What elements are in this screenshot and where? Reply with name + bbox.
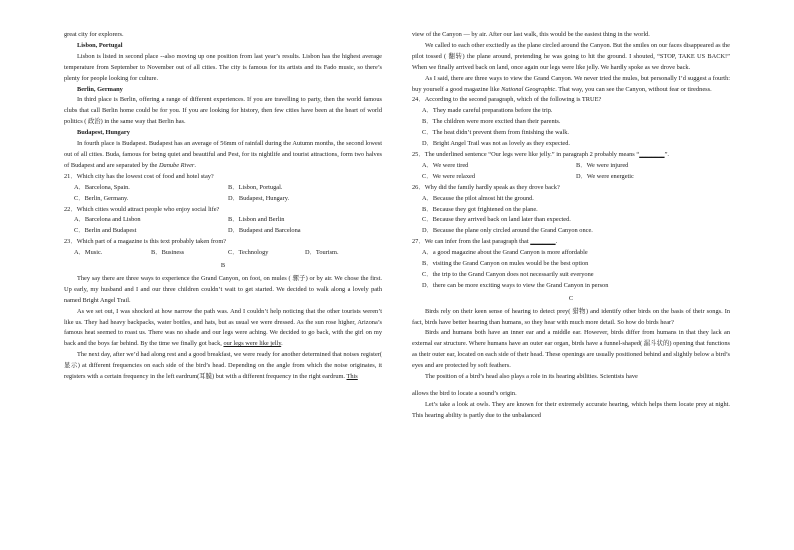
text-run: As I said, there are three ways to view the Grand Canyon. We never tried the mules, but personally I’d suggest a fourth: buy yourself a good magazine like	[412, 74, 730, 93]
magazine-name: National Geographic	[501, 85, 556, 93]
paragraph: They say there are three ways to experience the Grand Canyon, on foot, on mules ( 骡子) or by air. We chose the first. Up early, my husband and I and our three children couldn’t wait to get started. We decided to walk along a lovely path named Bright Angel Trail.	[64, 274, 382, 304]
paragraph: The position of a bird’s head also plays a role in its hearing abilities. Scientists have	[425, 373, 638, 381]
paragraph: great city for explorers.	[64, 31, 124, 38]
text-run: .	[281, 340, 283, 348]
option[interactable]: D．Budapest and Barcelona	[228, 227, 301, 235]
question-26: 26．Why did the family hardly speak as they drove back?	[412, 183, 560, 191]
options-row	[412, 161, 730, 172]
option[interactable]: A．Music.	[74, 249, 103, 257]
options-row	[64, 215, 382, 226]
option[interactable]: B．We were injured	[576, 161, 629, 169]
option[interactable]: A．We were tired	[422, 161, 469, 169]
option[interactable]: D．Bright Angel Trail was not as lovely as they expected.	[422, 140, 570, 148]
underlined-word: This	[346, 373, 358, 381]
left-column	[64, 30, 382, 383]
paragraph: allows the bird to locate a sound’s origin.	[412, 390, 517, 397]
paragraph: Let’s take a look at owls. They are known for their extremely accurate hearing, which helps them locate prey at night. This hearing ability is partly due to the unbalanced	[412, 400, 730, 419]
paragraph	[412, 74, 730, 96]
options-row	[412, 172, 730, 183]
text-run: The next day, after we’d had along rest and a good breakfast, we were ready for another determined that noises register( 显示) at different frequencies on each side of the bird’s head. Depending on the angle from which the noise originates, it registers with a certain frequency in the left eardrum(耳膜) but with a different frequency in the right eardrum.	[64, 351, 382, 381]
option[interactable]: C．The heat didn’t prevent them from finishing the walk.	[422, 129, 569, 137]
question-25	[412, 150, 730, 161]
paragraph: In third place is Berlin, offering a range of different experiences. If you are travelling to party, then the world famous clubs that call Berlin home could be for you. If you are looking for history, then few cities have been at the heart of world politics ( 政治) in the same way that Berlin has.	[64, 96, 382, 126]
paragraph: Birds rely on their keen sense of hearing to detect prey( 猎物) and identify other birds on the basis of their songs. In fact, birds have better hearing than humans, so they hear with much more detail. So how do birds hear?	[412, 307, 730, 326]
text-run: 27．We can infer from the last paragraph that	[412, 238, 531, 246]
option[interactable]: A．a good magazine about the Grand Canyon is more affordable	[422, 249, 588, 257]
option[interactable]: B．Lisbon, Portugal.	[228, 183, 283, 191]
option[interactable]: D．We were energetic	[576, 172, 634, 180]
option[interactable]: A．Barcelona, Spain.	[74, 183, 130, 191]
option[interactable]: D．Tourism.	[305, 249, 339, 257]
paragraph	[64, 139, 382, 172]
paragraph: Birds and humans both have an inner ear and a middle ear. However, birds differ from humans in that they lack an external ear structure. Where humans have an outer ear organ, birds have a funnel-shaped( 漏斗状的) opening that functions as their outer ear, located on each side of their head. These openings are usually positioned behind and slightly below a bird’s eyes and are protected by soft feathers.	[412, 329, 730, 370]
section-heading: Lisbon, Portugal	[77, 41, 123, 49]
section-label-b: B	[220, 262, 226, 270]
question-22: 22．Which cities would attract people who enjoy social life?	[64, 205, 220, 213]
section-heading: Budapest, Hungary	[77, 129, 130, 137]
option[interactable]: D．Because the plane only circled around the Grand Canyon once.	[422, 227, 593, 235]
option[interactable]: A．Because the pilot almost hit the ground.	[422, 194, 534, 202]
paragraph: view of the Canyon — by air. After our last walk, this would be the easiest thing in the world.	[412, 31, 650, 38]
underlined-sentence: our legs were like jelly	[223, 340, 282, 348]
text-run: .	[555, 238, 558, 246]
option[interactable]: B．Lisbon and Berlin	[228, 216, 285, 224]
paragraph	[64, 350, 382, 383]
paragraph: Lisbon is listed in second place --also moving up one position from last year’s results. Lisbon has the highest average temperature from September to November out of all cities. The city is famous for its artists and its Fado music, so there’s plenty for people looking for culture.	[64, 52, 382, 82]
options-row	[64, 226, 382, 237]
text-run: . That way, you can see the Canyon, without fear or tiredness.	[555, 85, 712, 93]
text-run: 25．The underlined sentence “Our legs were like jelly.” in paragraph 2 probably means “	[412, 150, 640, 158]
option[interactable]: B．The children were more excited than their parents.	[422, 118, 561, 126]
question-24: 24．According to the second paragraph, which of the following is TRUE?	[412, 96, 602, 104]
paragraph: We called to each other excitedly as the plane circled around the Canyon. But the smiles on our faces disappeared as the pilot tossed ( 翻转) the plane around, pretending he was going to hit the ground. I shouted, “STOP, TAKE US BACK!” When we finally arrived back on land, once again our legs were like jelly. We hardly spoke as we drove back.	[412, 41, 730, 71]
paragraph	[64, 307, 382, 351]
options-row	[64, 194, 382, 205]
section-label-c: C	[568, 294, 574, 302]
text-run: In fourth place is Budapest. Budapest has an average of 56mm of rainfall during the Autumn months, the second lowest out of all cities. Buda, famous for being quiet and beautiful and Pest, for its nightlife and tourist attractions, form two halves of Budapest and are separated by the	[64, 140, 382, 169]
question-27	[412, 237, 730, 248]
right-column	[412, 30, 730, 422]
text-run: As we set out, I was shocked at how narrow the path was. And I couldn’t help noticing that the other tourists weren’t like us. They had heavy backpacks, water bottles, and hats, but as usual we were dressed. As the sun rose higher, Arizona’s famous heat seemed to roast us. There was no shade and our legs were aching. We decided to go back, with the girl on my back and the boys far behind. By the time we finally got back,	[64, 307, 382, 348]
question-23: 23．Which part of a magazine is this text probably taken from?	[64, 238, 227, 246]
option[interactable]: B．visiting the Grand Canyon on mules would be the best option	[422, 260, 589, 268]
option[interactable]: C．the trip to the Grand Canyon does not necessarily suit everyone	[422, 270, 594, 278]
section-heading: Berlin, Germany	[77, 85, 123, 93]
text-run: .	[194, 161, 196, 169]
options-row	[64, 183, 382, 194]
answer-blank: ________	[639, 150, 665, 158]
option[interactable]: C．We were relaxed	[422, 172, 476, 180]
question-21: 21．Which city has the lowest cost of food and hotel stay?	[64, 172, 214, 180]
option[interactable]: C．Berlin and Budapest	[74, 227, 137, 235]
option[interactable]: A．Barcelona and Lisbon	[74, 216, 141, 224]
options-row	[64, 248, 382, 259]
option[interactable]: D．there can be more exciting ways to view the Grand Canyon in person	[422, 281, 609, 289]
option[interactable]: D．Budapest, Hungary.	[228, 194, 290, 202]
answer-blank: ________	[530, 238, 556, 246]
text-run: ”.	[664, 150, 669, 158]
option[interactable]: C．Technology	[228, 249, 269, 257]
option[interactable]: A．They made careful preparations before the trip.	[422, 107, 553, 115]
river-name: Danube River	[158, 161, 195, 169]
option[interactable]: B．Because they got frightened on the plane.	[422, 205, 538, 213]
option[interactable]: C．Because they arrived back on land later than expected.	[422, 216, 571, 224]
option[interactable]: B．Business	[151, 249, 185, 257]
option[interactable]: C．Berlin, Germany.	[74, 194, 129, 202]
